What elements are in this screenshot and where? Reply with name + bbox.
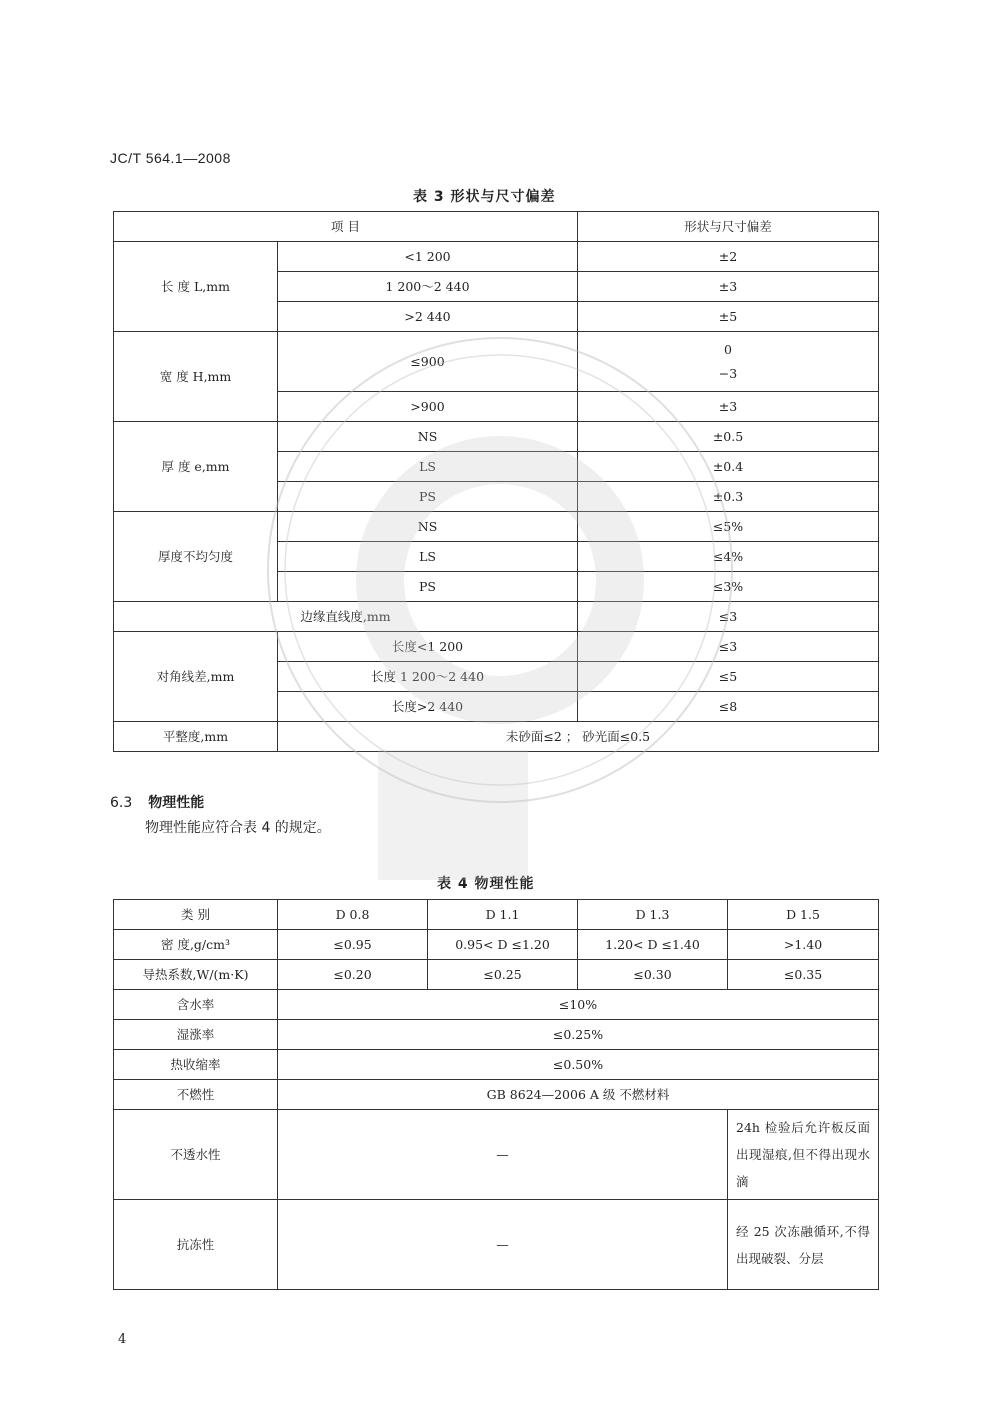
- table-row: [114, 632, 879, 662]
- length-label: 长 度 L,mm: [114, 242, 278, 332]
- density-d08: ≤0.95: [278, 930, 428, 960]
- conductivity-d13: ≤0.30: [578, 960, 728, 990]
- table-row: [114, 512, 879, 542]
- length-range-1: <1 200: [278, 242, 578, 272]
- flatness-label: 平整度,mm: [114, 722, 278, 752]
- table-row: [114, 960, 879, 990]
- diagonal-value-3: ≤8: [578, 692, 879, 722]
- uniformity-value-3: ≤3%: [578, 572, 879, 602]
- standard-code: JC/T 564.1—2008: [110, 150, 231, 166]
- length-range-3: >2 440: [278, 302, 578, 332]
- table-row: [114, 332, 879, 392]
- uniformity-type-3: PS: [278, 572, 578, 602]
- shrinkage-label: 热收缩率: [114, 1050, 278, 1080]
- table-row: [114, 602, 879, 632]
- table-row: [114, 1200, 879, 1290]
- fire-label: 不燃性: [114, 1080, 278, 1110]
- density-d11: 0.95< D ≤1.20: [428, 930, 578, 960]
- moisture-label: 含水率: [114, 990, 278, 1020]
- conductivity-d15: ≤0.35: [728, 960, 879, 990]
- uniformity-value-1: ≤5%: [578, 512, 879, 542]
- edge-straightness-label: 边缘直线度,mm: [114, 602, 578, 632]
- width-label: 宽 度 H,mm: [114, 332, 278, 422]
- diagonal-label: 对角线差,mm: [114, 632, 278, 722]
- moisture-value: ≤10%: [278, 990, 879, 1020]
- frost-value: —: [278, 1200, 728, 1290]
- diagonal-value-2: ≤5: [578, 662, 879, 692]
- conductivity-d11: ≤0.25: [428, 960, 578, 990]
- thickness-type-1: NS: [278, 422, 578, 452]
- thickness-value-2: ±0.4: [578, 452, 879, 482]
- table-row: [114, 1020, 879, 1050]
- length-value-3: ±5: [578, 302, 879, 332]
- table-row: [114, 422, 879, 452]
- width-value-2: ±3: [578, 392, 879, 422]
- diagonal-range-3: 长度>2 440: [278, 692, 578, 722]
- width-value-1-upper: 0: [724, 341, 732, 357]
- density-label: 密 度,g/cm³: [114, 930, 278, 960]
- table-row: [114, 990, 879, 1020]
- shrinkage-value: ≤0.50%: [278, 1050, 879, 1080]
- length-value-1: ±2: [578, 242, 879, 272]
- table-row: [114, 722, 879, 752]
- table-row: [114, 1080, 879, 1110]
- t4-head-d13: D 1.3: [578, 900, 728, 930]
- conductivity-label: 导热系数,W/(m·K): [114, 960, 278, 990]
- density-d15: >1.40: [728, 930, 879, 960]
- length-value-2: ±3: [578, 272, 879, 302]
- thickness-label: 厚 度 e,mm: [114, 422, 278, 512]
- table3-caption: 表 3 形状与尺寸偏差: [413, 189, 556, 205]
- section-number: 6.3: [110, 795, 133, 811]
- density-d13: 1.20< D ≤1.40: [578, 930, 728, 960]
- table-row: [114, 900, 879, 930]
- table3-shape-dimension-deviation: [113, 211, 879, 752]
- flatness-value: 未砂面≤2 ； 砂光面≤0.5: [278, 722, 879, 752]
- section-title: 物理性能: [148, 795, 205, 811]
- thickness-type-2: LS: [278, 452, 578, 482]
- conductivity-d08: ≤0.20: [278, 960, 428, 990]
- thickness-value-1: ±0.5: [578, 422, 879, 452]
- table3-head-deviation: 形状与尺寸偏差: [578, 212, 879, 242]
- thickness-value-3: ±0.3: [578, 482, 879, 512]
- impermeability-value: —: [278, 1110, 728, 1200]
- table-row: [114, 242, 879, 272]
- t4-head-d08: D 0.8: [278, 900, 428, 930]
- uniformity-label: 厚度不均匀度: [114, 512, 278, 602]
- width-range-2: >900: [278, 392, 578, 422]
- table4-caption: 表 4 物理性能: [437, 876, 535, 892]
- t4-head-label: 类 别: [114, 900, 278, 930]
- diagonal-range-2: 长度 1 200～2 440: [278, 662, 578, 692]
- impermeability-label: 不透水性: [114, 1110, 278, 1200]
- impermeability-note: 24h 检验后允许板反面出现湿痕,但不得出现水滴: [728, 1110, 879, 1200]
- width-value-1: [578, 332, 879, 392]
- page-number: 4: [118, 1332, 127, 1347]
- frost-note: 经 25 次冻融循环,不得出现破裂、分层: [728, 1200, 879, 1290]
- diagonal-range-1: 长度<1 200: [278, 632, 578, 662]
- table-row: [114, 212, 879, 242]
- section-heading: [110, 792, 204, 812]
- wet-expansion-value: ≤0.25%: [278, 1020, 879, 1050]
- thickness-type-3: PS: [278, 482, 578, 512]
- table-row: [114, 1050, 879, 1080]
- uniformity-type-2: LS: [278, 542, 578, 572]
- table-row: [114, 930, 879, 960]
- table4-physical-properties: [113, 899, 879, 1290]
- t4-head-d11: D 1.1: [428, 900, 578, 930]
- width-range-1: ≤900: [278, 332, 578, 392]
- table3-head-item: 项 目: [114, 212, 578, 242]
- diagonal-value-1: ≤3: [578, 632, 879, 662]
- uniformity-value-2: ≤4%: [578, 542, 879, 572]
- table-row: [114, 1110, 879, 1200]
- fire-value: GB 8624—2006 A 级 不燃材料: [278, 1080, 879, 1110]
- t4-head-d15: D 1.5: [728, 900, 879, 930]
- section-paragraph: 物理性能应符合表 4 的规定。: [145, 820, 331, 836]
- edge-straightness-value: ≤3: [578, 602, 879, 632]
- length-range-2: 1 200～2 440: [278, 272, 578, 302]
- uniformity-type-1: NS: [278, 512, 578, 542]
- wet-expansion-label: 湿涨率: [114, 1020, 278, 1050]
- frost-label: 抗冻性: [114, 1200, 278, 1290]
- width-value-1-lower: −3: [718, 365, 738, 381]
